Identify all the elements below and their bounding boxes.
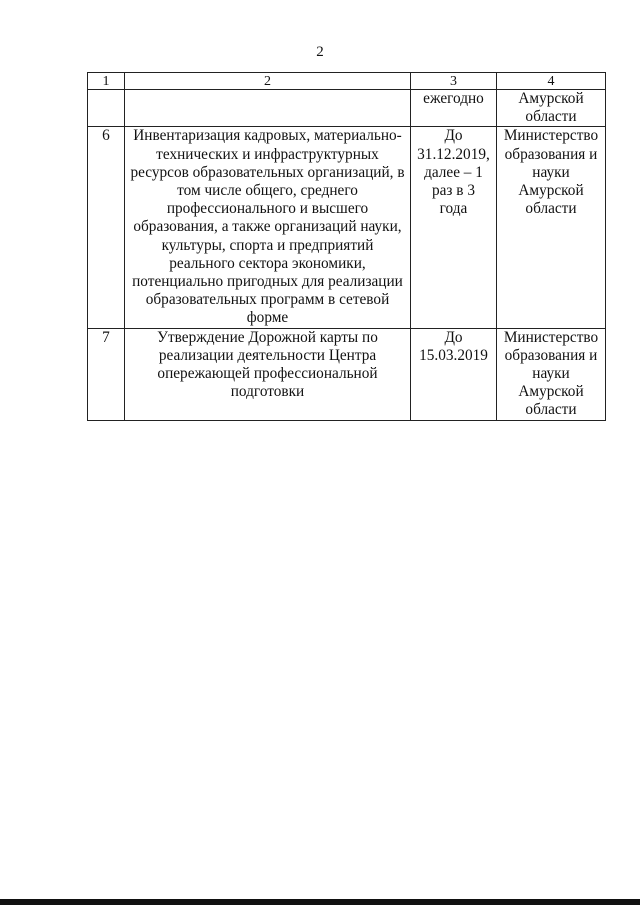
action-line: том числе общего, среднего: [177, 182, 358, 200]
action-line: Инвентаризация кадровых, материально-: [133, 127, 402, 145]
responsible-cell: [497, 90, 606, 127]
action-line: Утверждение Дорожной карты по: [157, 328, 378, 346]
responsible-line: области: [525, 200, 577, 218]
deadline-line: раз в 3: [431, 182, 475, 200]
column-header-4: 4: [497, 73, 606, 90]
action-line: опережающей профессиональной: [157, 365, 378, 383]
action-cell: [125, 90, 411, 127]
deadline-line: До: [444, 328, 463, 346]
action-line: реального сектора экономики,: [169, 254, 366, 272]
responsible-line: Амурской: [518, 383, 584, 401]
action-line: технических и инфраструктурных: [156, 145, 379, 163]
action-line: форме: [246, 309, 289, 327]
deadline-line: года: [439, 200, 468, 218]
deadline-line: До: [444, 127, 463, 145]
responsible-line: образования и: [504, 346, 598, 364]
page-number: 2: [316, 44, 324, 60]
responsible-line: области: [525, 401, 577, 419]
action-line: потенциально пригодных для реализации: [132, 273, 403, 291]
responsible-line: Амурской: [518, 182, 584, 200]
scan-bottom-edge: [0, 899, 640, 905]
action-line: профессионального и высшего: [166, 200, 369, 218]
responsible-line: образования и: [504, 145, 598, 163]
row-number-cell: 7: [88, 328, 125, 420]
action-cell: [125, 328, 411, 420]
row-number-cell: [88, 90, 125, 127]
deadline-cell: [411, 90, 497, 127]
table-row-7: [88, 328, 606, 420]
column-header-3: 3: [411, 73, 497, 90]
column-header-1: 1: [88, 73, 125, 90]
deadline-line: 15.03.2019: [419, 346, 488, 364]
responsible-cell: [497, 127, 606, 328]
plan-table: [87, 72, 606, 421]
responsible-line: Министерство: [503, 328, 599, 346]
deadline-line: ежегодно: [423, 90, 484, 107]
column-header-2: 2: [125, 73, 411, 90]
table-row-6: [88, 127, 606, 328]
responsible-line: области: [525, 108, 577, 126]
action-line: образовательных программ в сетевой: [145, 291, 390, 309]
responsible-cell: [497, 328, 606, 420]
responsible-line: Министерство: [503, 127, 599, 145]
table-header-row: [88, 73, 606, 90]
action-line: реализации деятельности Центра: [158, 346, 377, 364]
responsible-line: науки: [532, 365, 570, 383]
row-number-cell: 6: [88, 127, 125, 328]
action-line: ресурсов образовательных организаций, в: [130, 163, 405, 181]
responsible-line: Амурской: [518, 90, 584, 107]
action-line: образования, а также организаций науки,: [133, 218, 402, 236]
responsible-line: науки: [532, 163, 570, 181]
action-line: подготовки: [230, 383, 305, 401]
deadline-line: 31.12.2019,: [417, 145, 490, 163]
deadline-cell: [411, 127, 497, 328]
action-cell: [125, 127, 411, 328]
table-row-continuation: [88, 90, 606, 127]
action-line: культуры, спорта и предприятий: [161, 236, 374, 254]
deadline-cell: [411, 328, 497, 420]
deadline-line: далее – 1: [424, 163, 483, 181]
